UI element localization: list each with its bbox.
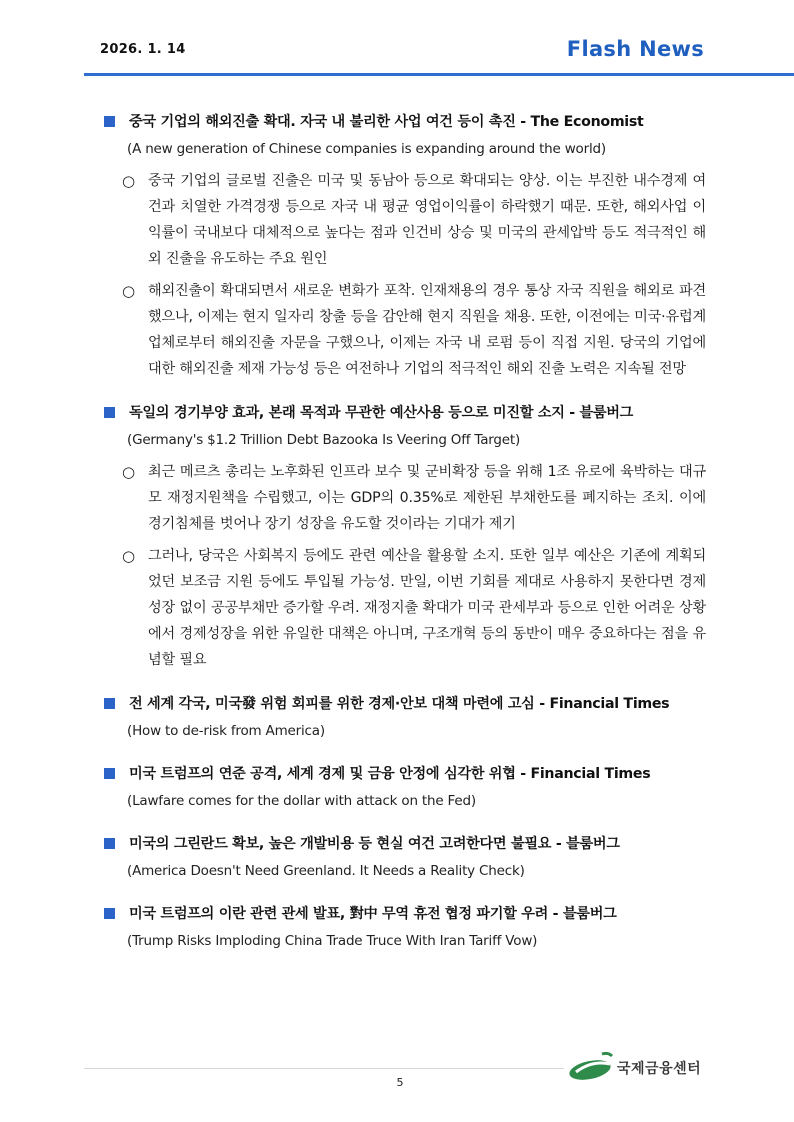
footer-rule <box>84 1068 564 1069</box>
news-headline <box>102 830 706 858</box>
news-source-title: (A new generation of Chinese companies is expanding around the world) <box>127 141 606 157</box>
news-headline-text: 미국 트럼프의 연준 공격, 세계 경제 및 금융 안정에 심각한 위협 - Financial Times <box>129 766 651 782</box>
news-item <box>102 830 706 884</box>
news-source-title: (How to de-risk from America) <box>127 723 325 739</box>
circle-bullet-icon: ○ <box>122 172 135 190</box>
institution-name: 국제금융센터 <box>617 1061 702 1077</box>
news-bullet-text: 그러나, 당국은 사회복지 등에도 관련 예산을 활용할 소지. 또한 일부 예산은 기존에 계획되었던 보조금 지원 등에도 투입될 가능성. 만일, 이번 기회를 제대로 사용하지 못한다면 경제성장 없이 공공부채만 증가할 우려. 재정지출 확대가 미국 관세부과 등으로 인한 어려운 상황에서 경제성장을 위한 유일한 대책은 아니며, 구조개혁 등의 동반이 매우 중요하다는 점을 유념할 필요 <box>148 548 706 668</box>
news-bullet <box>102 278 706 382</box>
news-source-title: (Trump Risks Imploding China Trade Truce With Iran Tariff Vow) <box>127 933 538 949</box>
news-headline <box>102 690 706 718</box>
news-bullet <box>102 459 706 537</box>
news-headline <box>102 399 706 427</box>
news-item <box>102 900 706 954</box>
report-date: 2026. 1. 14 <box>100 42 186 57</box>
circle-bullet-icon: ○ <box>122 547 135 565</box>
blue-square-icon <box>104 698 115 709</box>
news-headline <box>102 108 706 136</box>
circle-bullet-icon: ○ <box>122 282 135 300</box>
header-rule <box>84 73 794 76</box>
blue-square-icon <box>104 768 115 779</box>
blue-square-icon <box>104 838 115 849</box>
news-list <box>102 108 706 970</box>
news-headline <box>102 900 706 928</box>
news-item <box>102 108 706 382</box>
news-bullet <box>102 168 706 272</box>
blue-square-icon <box>104 908 115 919</box>
news-source-title: (Germany's $1.2 Trillion Debt Bazooka Is Veering Off Target) <box>127 432 521 448</box>
news-bullet <box>102 543 706 673</box>
news-item <box>102 690 706 744</box>
blue-square-icon <box>104 116 115 127</box>
news-bullet-text: 해외진출이 확대되면서 새로운 변화가 포착. 인재채용의 경우 통상 자국 직원을 해외로 파견했으나, 이제는 현지 일자리 창출 등을 감안해 현지 직원을 채용. 또한, 이전에는 미국·유럽계 업체로부터 해외진출 자문을 구했으나, 이제는 자국 내 로펌 등이 직접 지원. 당국의 기업에 대한 해외진출 제재 가능성 등은 여전하나 기업의 적극적인 해외 진출 노력은 지속될 전망 <box>148 283 706 377</box>
blue-square-icon <box>104 407 115 418</box>
news-bullet-text: 중국 기업의 글로벌 진출은 미국 및 동남아 등으로 확대되는 양상. 이는 부진한 내수경제 여건과 치열한 가격경쟁 등으로 자국 내 평균 영업이익률이 하락했기 때문. 또한, 해외사업 이익률이 국내보다 대체적으로 높다는 점과 인건비 상승 및 미국의 관세압박 등도 적극적인 해외 진출을 유도하는 주요 원인 <box>148 173 706 267</box>
page-number: 5 <box>396 1076 404 1089</box>
page-header <box>0 0 794 80</box>
news-headline-text: 미국 트럼프의 이란 관련 관세 발표, 對中 무역 휴전 협정 파기할 우려 - 블룸버그 <box>129 906 617 922</box>
news-headline-text: 독일의 경기부양 효과, 본래 목적과 무관한 예산사용 등으로 미진할 소지 - 블룸버그 <box>129 405 634 421</box>
news-headline <box>102 760 706 788</box>
news-source-title: (America Doesn't Need Greenland. It Needs a Reality Check) <box>127 863 525 879</box>
news-headline-text: 미국의 그린란드 확보, 높은 개발비용 등 현실 여건 고려한다면 불필요 - 블룸버그 <box>129 836 620 852</box>
publication-title: Flash News <box>566 37 704 61</box>
news-item <box>102 399 706 673</box>
news-bullet-text: 최근 메르츠 총리는 노후화된 인프라 보수 및 군비확장 등을 위해 1조 유로에 육박하는 대규모 재정지원책을 수립했고, 이는 GDP의 0.35%로 제한된 부채한도를 폐지하는 조치. 이에 경기침체를 벗어나 장기 성장을 유도할 것이라는 기대가 제기 <box>148 464 706 532</box>
news-source-title: (Lawfare comes for the dollar with attack on the Fed) <box>127 793 476 809</box>
news-headline-text: 중국 기업의 해외진출 확대. 자국 내 불리한 사업 여건 등이 촉진 - The Economist <box>129 114 644 130</box>
news-item <box>102 760 706 814</box>
circle-bullet-icon: ○ <box>122 463 135 481</box>
news-headline-text: 전 세계 각국, 미국發 위험 회피를 위한 경제·안보 대책 마련에 고심 - Financial Times <box>129 696 670 712</box>
